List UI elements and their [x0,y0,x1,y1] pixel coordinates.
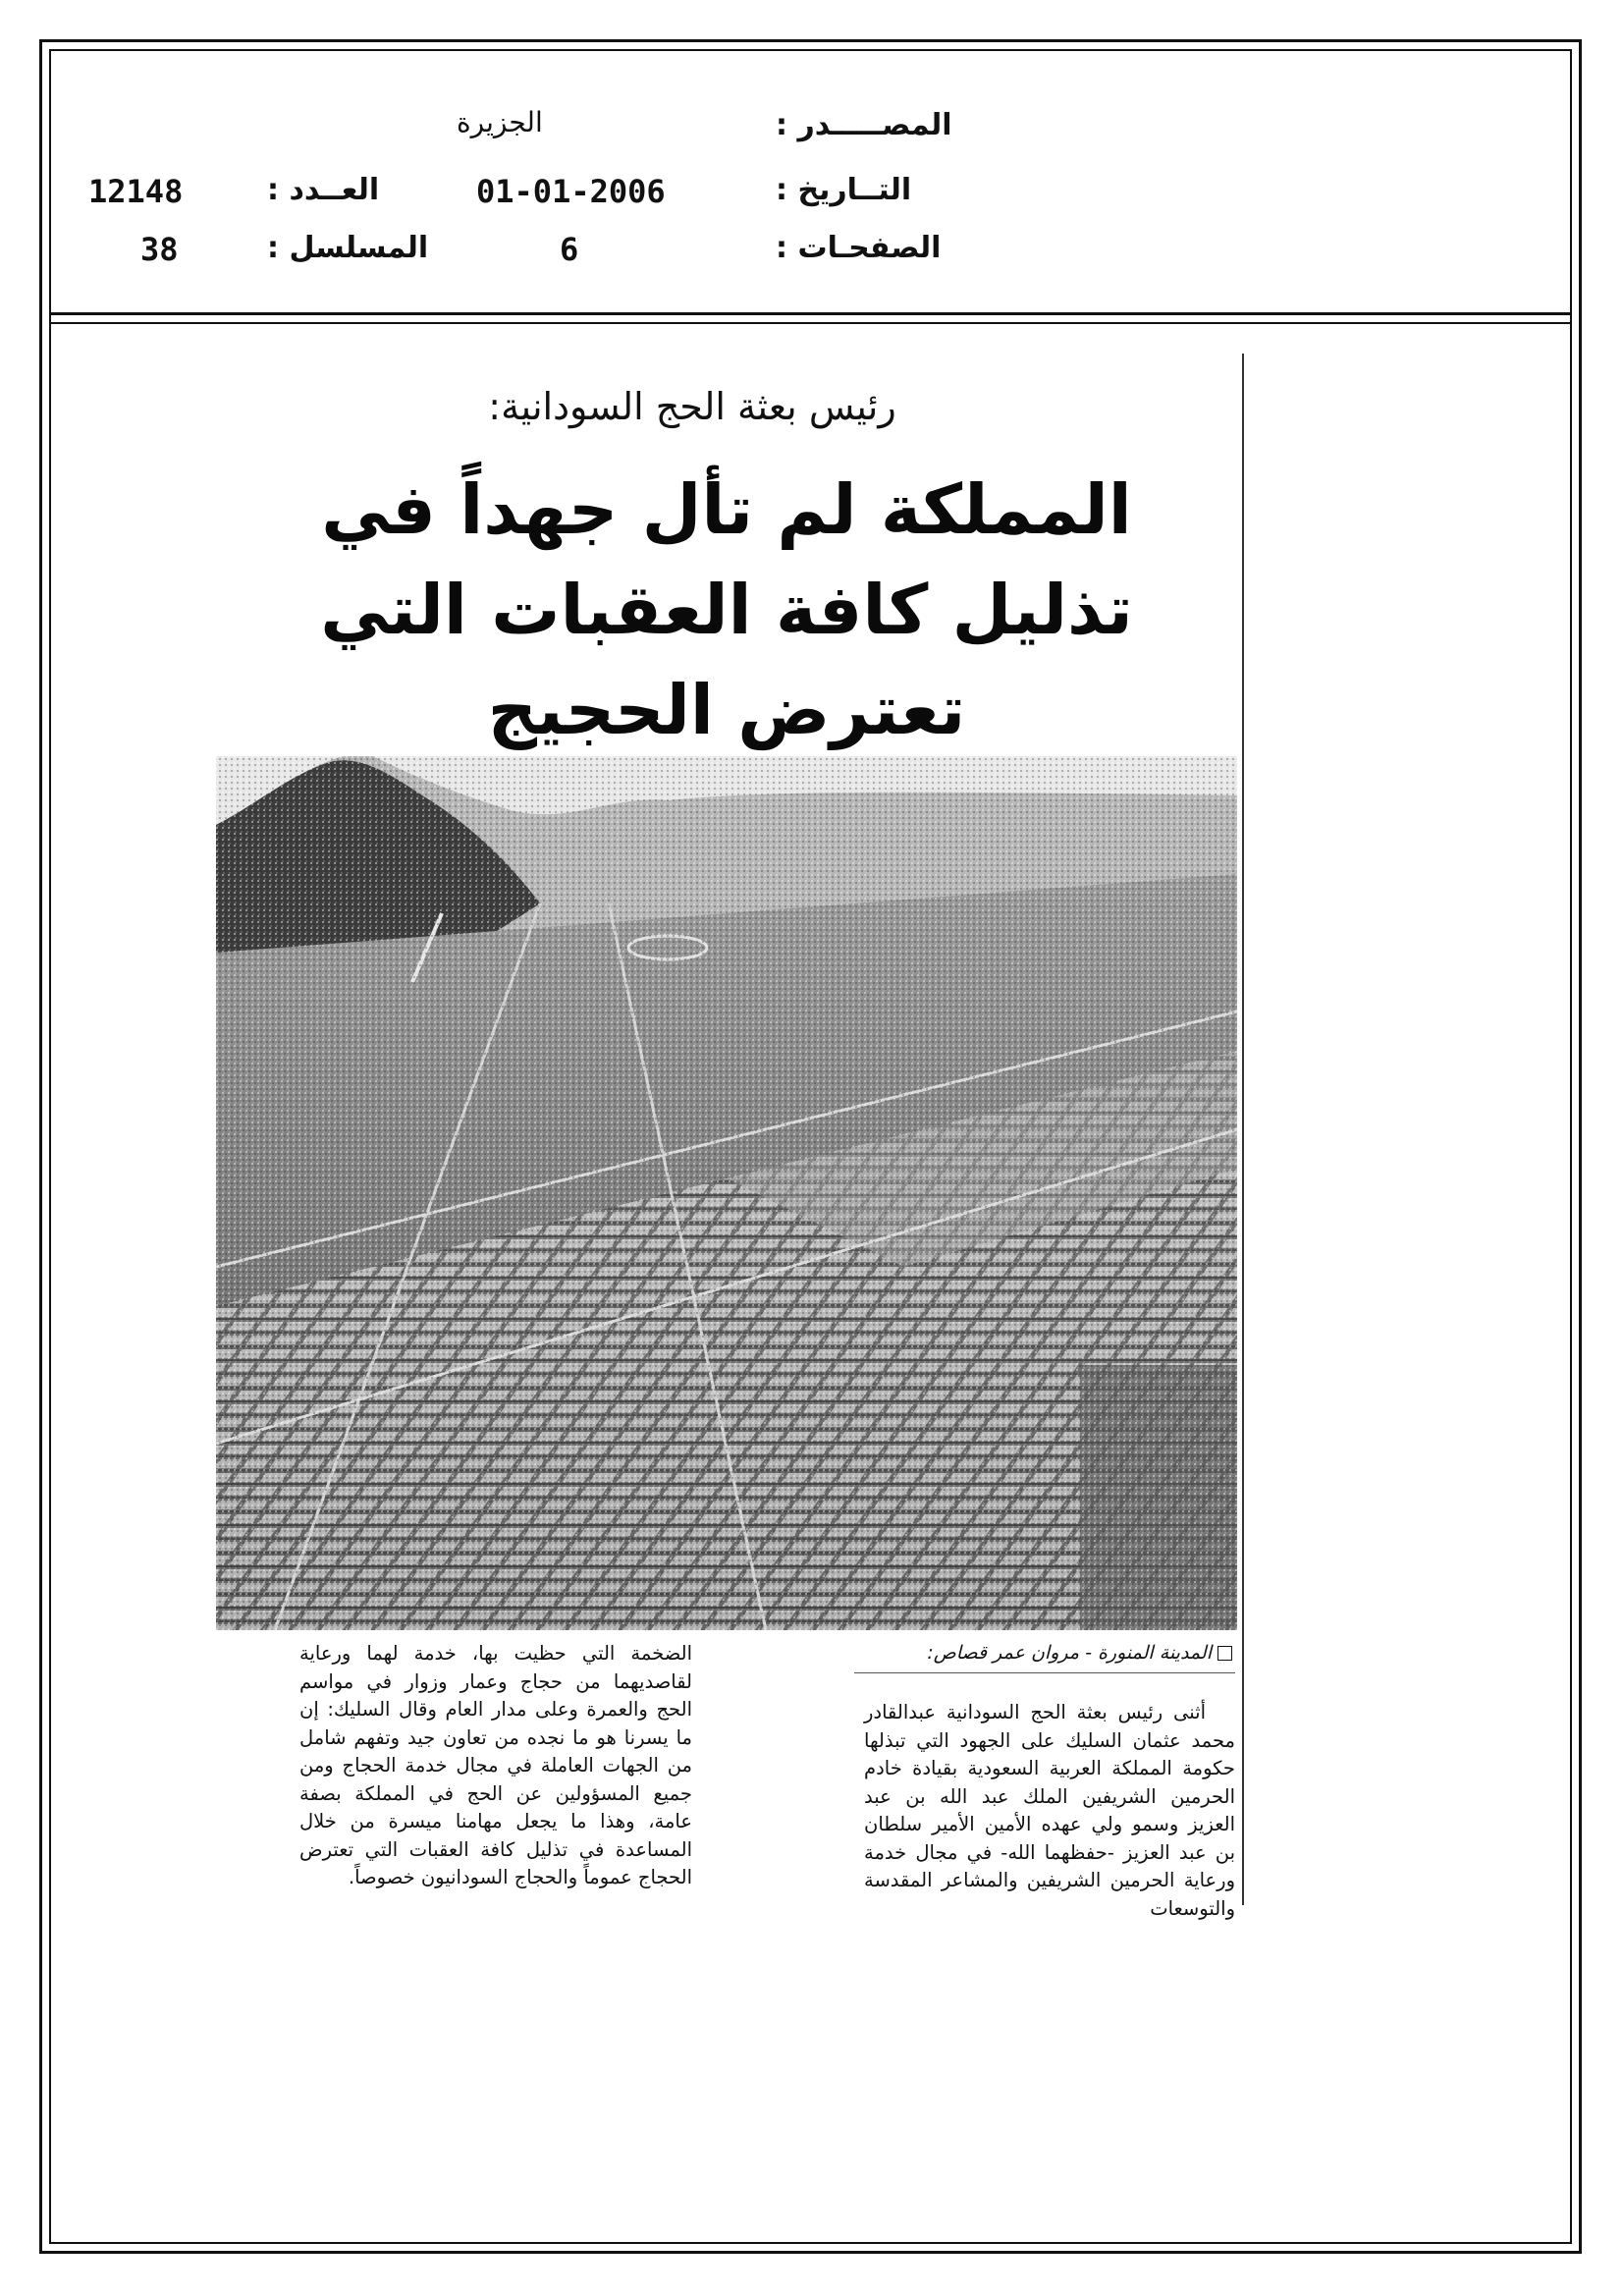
serial-label: المسلسل : [267,231,429,265]
article-body-right-column: أثنى رئيس بعثة الحج السودانية عبدالقادر محمد عثمان السليك على الجهود التي تبذلها حكومة المملكة العربية السعودية بقيادة خادم الحرمين الشريفين الملك عبد الله بن عبد العزيز وسمو ولي عهده الأمين الأمير سلطان بن عبد العزيز -حفظهما الله- في مجال خدمة ورعاية الحرمين الشريفين والمشاعر المقدسة والتوسعات [864,1701,1235,1920]
header-separator-double [49,322,1572,324]
photo-caption [854,1642,1232,1664]
article-body-left-column: الضخمة التي حظيت بها، خدمة لهما ورعاية لقاصديهما من حجاج وعمار وزوار في مواسم الحج والعمرة وعلى مدار العام وقال السليك: إن ما يسرنا هو ما نجده من تعاون جيد وتفهم شامل من الجهات العاملة في مجال خدمة الحجاج ومن جميع المسؤولين عن الحج في المملكة بصفة عامة، وهذا ما يجعل مهامنا ميسرة من خلال المساعدة في تذليل كافة العقبات التي تعترض الحجاج عموماً والحجاج السودانيون خصوصاً. [299,1642,692,1888]
date-label: التــاريخ : [776,173,912,207]
issue-value: 12148 [88,173,184,210]
caption-separator [854,1672,1235,1673]
date-value: 01-01-2006 [476,173,666,210]
issue-label: العــدد : [267,173,380,207]
header-separator [49,312,1572,315]
pages-value: 6 [560,231,579,268]
caption-square-icon [1217,1646,1232,1661]
article-photo [216,756,1237,1630]
article-headline: المملكة لم تأل جهداً في تذليل كافة العقبات التي تعترض الحجيج [320,469,1133,750]
source-label: المصـــــدر : [776,108,952,142]
column-rule [1242,354,1244,1905]
article-kicker: رئيس بعثة الحج السودانية: [488,385,896,428]
serial-value: 38 [140,231,179,268]
pages-label: الصفحـات : [776,231,942,265]
source-value: الجزيرة [457,106,543,138]
caption-text: المدينة المنورة - مروان عمر قصاص: [927,1642,1212,1664]
